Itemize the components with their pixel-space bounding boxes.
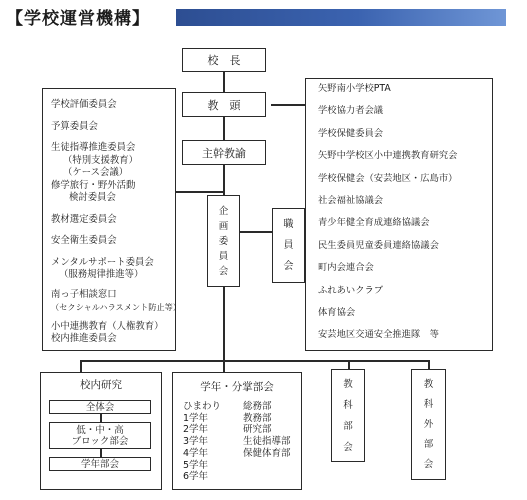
- committee-item: 予算委員会: [51, 120, 98, 132]
- division-item: 研究部: [243, 424, 272, 436]
- grade-list: [183, 401, 221, 483]
- organization-item: 安芸地区交通安全推進隊 等: [318, 329, 439, 341]
- connector: [176, 191, 223, 193]
- committee-item: メンタルサポート委員会 （服務規律推進等）: [51, 256, 154, 280]
- connector: [239, 231, 272, 233]
- staff-meeting-char: 員: [283, 240, 294, 251]
- grade-division-title: 学年・分掌部会: [200, 381, 274, 393]
- vice-principal-box: [182, 92, 266, 117]
- planning-committee-char: 画: [218, 220, 229, 232]
- planning-committee-char: 企: [218, 205, 229, 217]
- organization-item: 矢野中学校区小中連携教育研究会: [318, 150, 458, 162]
- planning-committee-box: [207, 195, 240, 287]
- staff-meeting-char: 会: [283, 261, 294, 272]
- organization-item: 青少年健全育成連絡協議会: [318, 217, 430, 229]
- staff-meeting-box: [272, 208, 305, 283]
- chief-teacher-box: [182, 140, 266, 165]
- division-list: [243, 401, 291, 460]
- grade-item: 2学年: [183, 424, 209, 436]
- subject-committee-char: 会: [343, 441, 353, 453]
- connector: [223, 117, 225, 141]
- committee-item: 安全衛生委員会: [51, 235, 117, 246]
- research-block-meeting: 低・中・高 ブロック部会: [49, 422, 151, 449]
- organization-item: 町内会連合会: [318, 262, 374, 274]
- connector: [223, 71, 225, 92]
- committees-list: [42, 88, 182, 351]
- research-grade-meeting: 学年部会: [49, 457, 151, 471]
- organization-item: 学校保健会（安芸地区・広島市）: [318, 172, 458, 184]
- organization-item: ふれあいクラブ: [318, 284, 384, 296]
- committee-item: 小中連携教育（人権教育） 校内推進委員会: [51, 320, 164, 344]
- division-item: 保健体育部: [243, 447, 291, 459]
- connector: [100, 414, 102, 422]
- extra-subject-committee-char: 外: [423, 418, 434, 430]
- subject-committee-char: 科: [343, 399, 353, 411]
- division-item: 生徒指導部: [243, 436, 291, 448]
- connector: [100, 449, 102, 457]
- division-item: 総務部: [243, 401, 272, 412]
- extra-subject-committee-char: 会: [423, 458, 434, 470]
- extra-subject-committee-char: 科: [423, 398, 434, 410]
- subject-committee-char: 部: [343, 420, 353, 432]
- committee-item: 修学旅行・野外活動 検討委員会: [51, 179, 136, 203]
- principal-box: [182, 48, 266, 72]
- research-whole-meeting: 全体会: [49, 400, 151, 414]
- organization-item: 社会福祉協議会: [318, 194, 384, 206]
- planning-committee-char: 会: [218, 265, 229, 277]
- planning-committee-char: 員: [218, 250, 229, 262]
- organization-item: 学校保健委員会: [318, 127, 384, 139]
- connector: [271, 104, 305, 106]
- staff-meeting-char: 職: [283, 219, 294, 230]
- external-organizations-list: [305, 78, 493, 351]
- vice-principal-label: 教 頭: [207, 98, 241, 112]
- grade-item: ひまわり: [183, 401, 222, 412]
- research-title: 校内研究: [80, 379, 122, 391]
- grade-item: 4学年: [183, 447, 209, 459]
- chief-teacher-label: 主幹教諭: [202, 146, 246, 160]
- planning-committee-char: 委: [218, 235, 229, 247]
- grade-division-box: [172, 372, 302, 490]
- division-item: 教務部: [243, 412, 272, 424]
- connector: [80, 360, 429, 362]
- committee-item: 生徒指導推進委員会 （特別支援教育） （ケース会議）: [51, 142, 139, 178]
- committee-item: 学校評価委員会: [51, 99, 117, 110]
- page-title: 【学校運営機構】: [6, 9, 150, 29]
- extra-subject-committee-char: 教: [423, 378, 434, 390]
- committee-item: 教材選定委員会: [51, 213, 117, 225]
- organization-item: 矢野南小学校PTA: [318, 83, 391, 94]
- grade-item: 3学年: [183, 436, 209, 448]
- principal-label: 校 長: [207, 54, 241, 67]
- connector: [223, 360, 225, 372]
- subject-committee-box: [331, 369, 365, 462]
- grade-item: 5学年: [183, 459, 209, 471]
- extra-subject-committee-char: 部: [423, 438, 434, 450]
- title-bar-decoration: [176, 9, 506, 26]
- committee-item: 南っ子相談窓口 （セクシャルハラスメント防止等）: [51, 288, 182, 312]
- grade-item: 1学年: [183, 412, 209, 424]
- organization-item: 体育協会: [318, 306, 356, 318]
- subject-committee-char: 教: [343, 378, 353, 390]
- research-box: [40, 372, 162, 490]
- extra-subject-committee-box: [411, 369, 446, 480]
- organization-item: 学校協力者会議: [318, 105, 384, 117]
- grade-item: 6学年: [183, 471, 209, 483]
- organization-item: 民生委員児童委員連絡協議会: [318, 239, 439, 251]
